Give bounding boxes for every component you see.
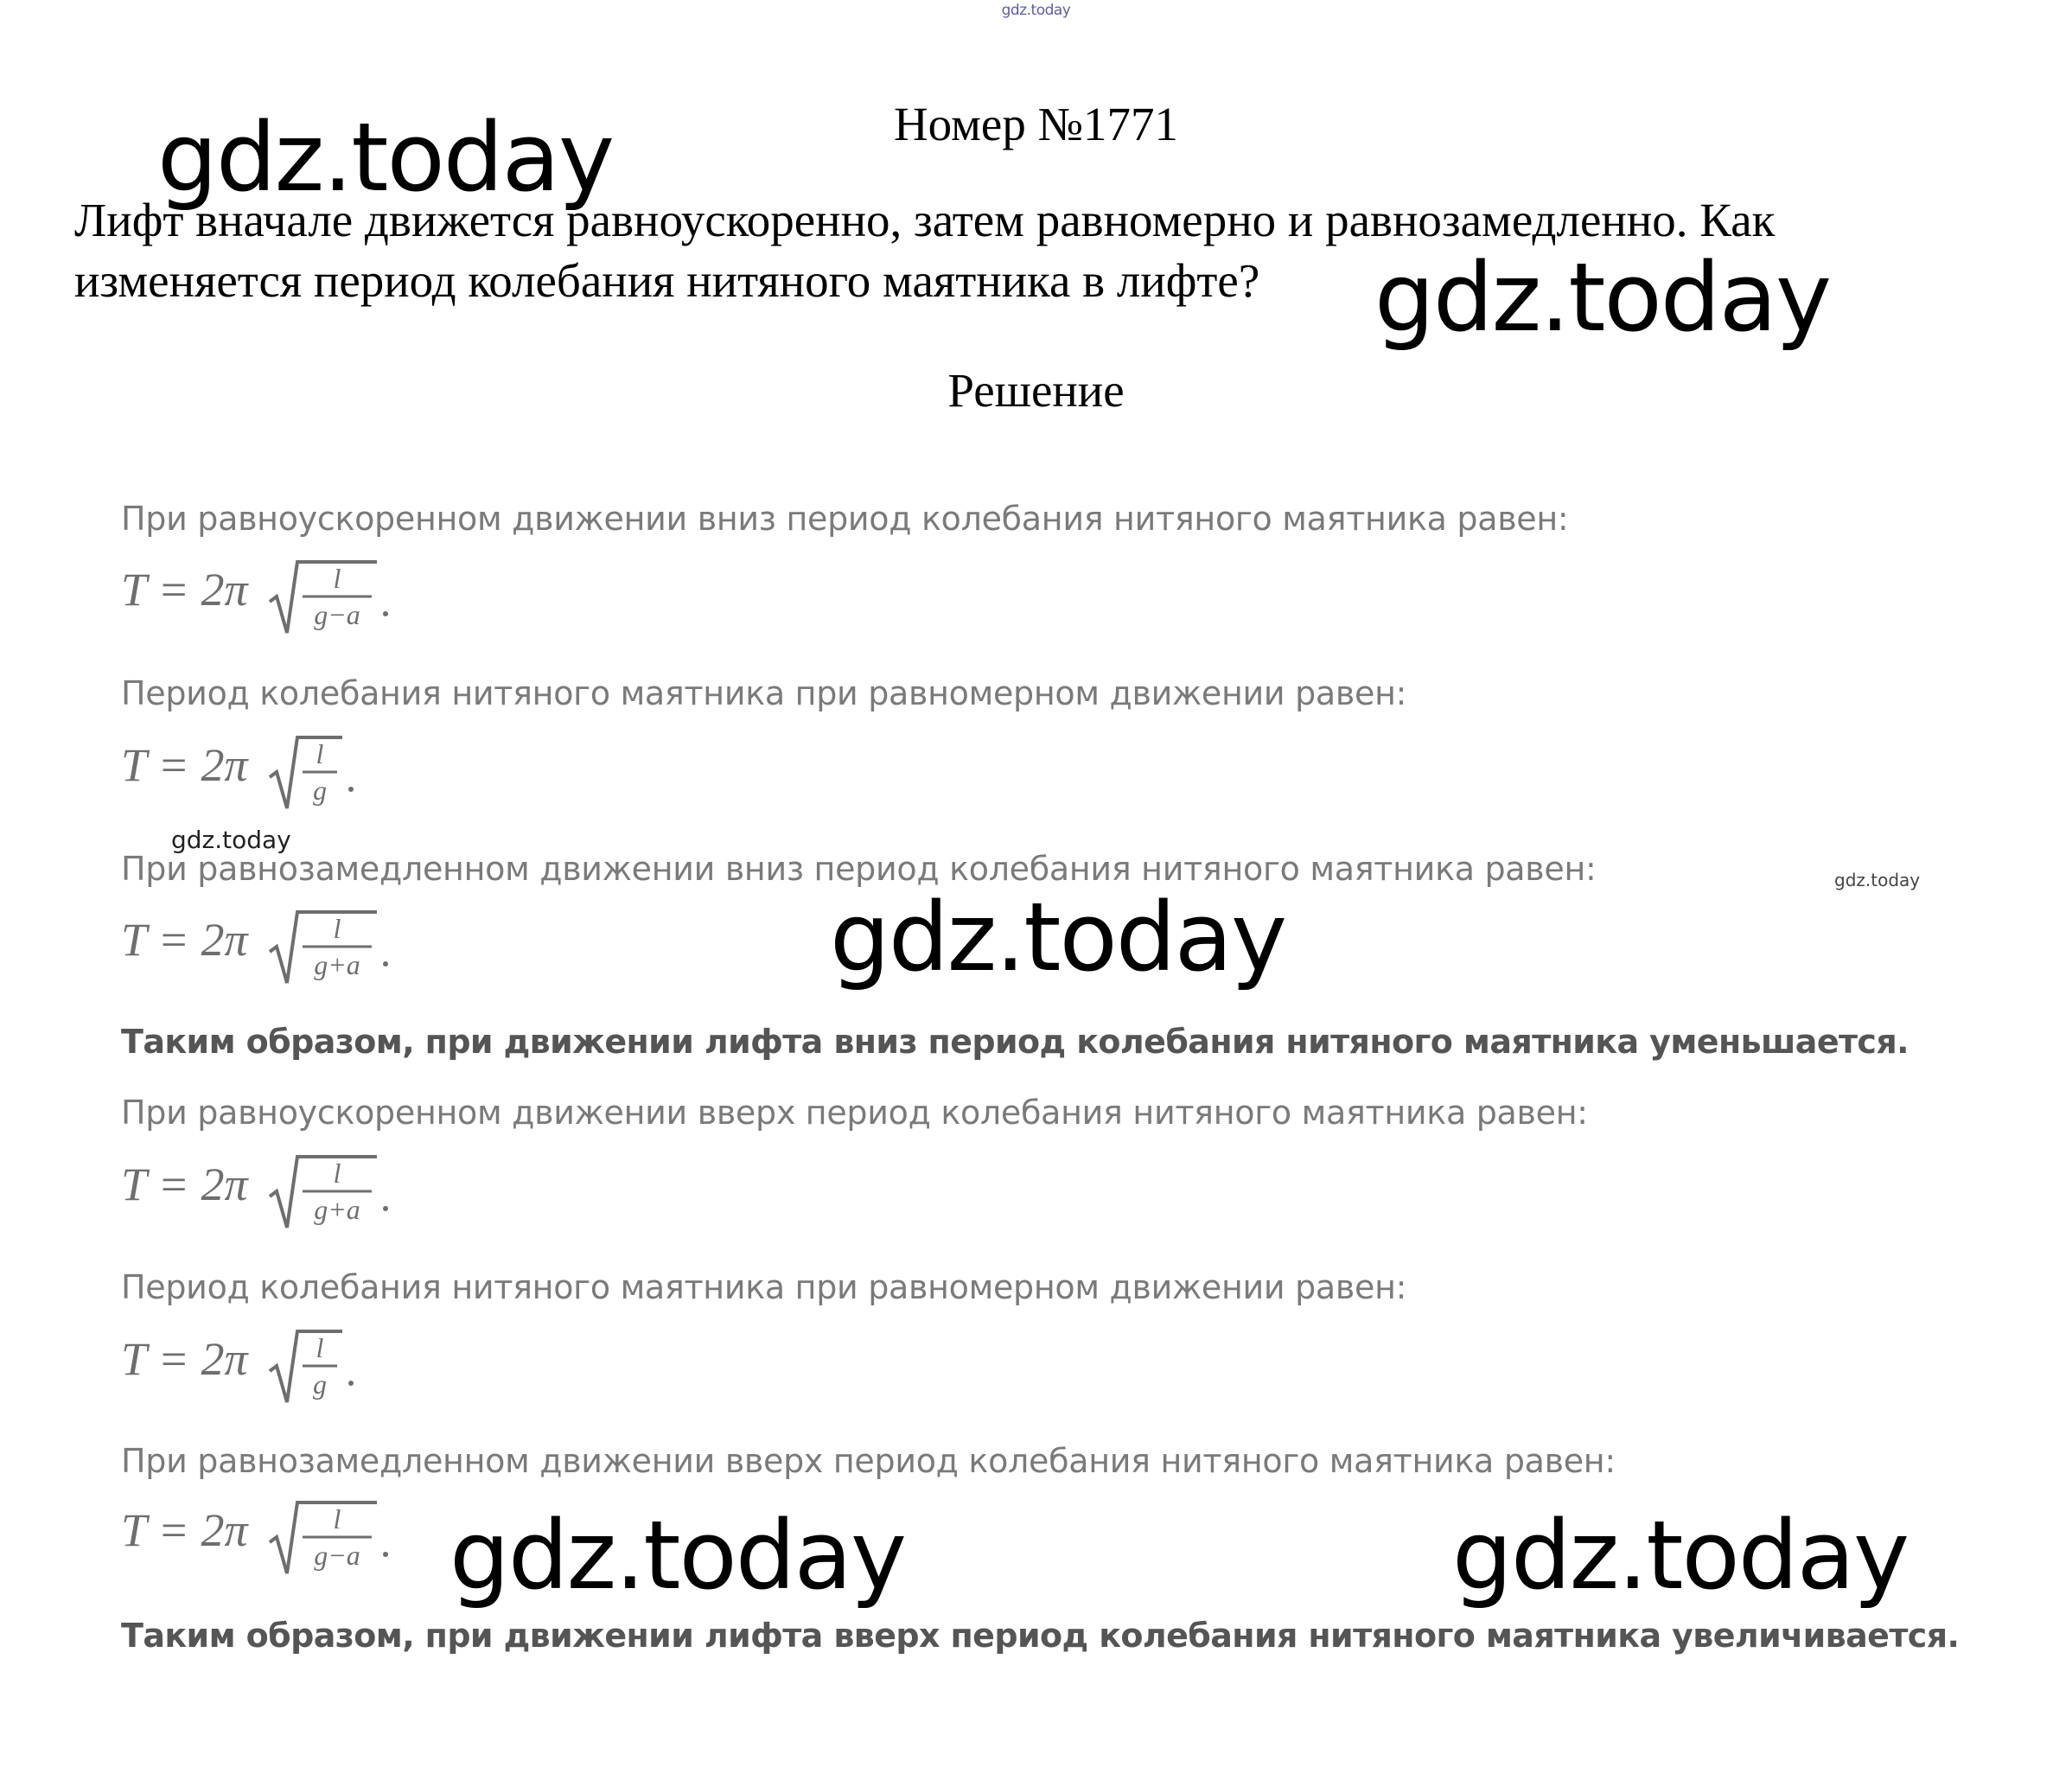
formula-lhs: T = 2π (121, 739, 248, 791)
formula-numerator: l (316, 738, 324, 769)
solution-paragraph-5: Период колебания нитяного маятника при равномерном движении равен: (121, 1268, 1407, 1306)
formula-svg (121, 729, 415, 815)
conclusion-down: Таким образом, при движении лифта вниз период колебания нитяного маятника уменьшается. (121, 1023, 1909, 1061)
watermark-2: gdz.today (1374, 242, 1831, 353)
formula-lhs: T = 2π (121, 914, 248, 966)
formula-denominator: g+a (314, 1194, 360, 1225)
page-title: Номер №1771 (893, 98, 1179, 150)
formula-up-decel (121, 1494, 415, 1580)
formula-uniform-2 (121, 1323, 415, 1409)
watermark-5: gdz.today (1452, 1500, 1909, 1611)
watermark-4: gdz.today (449, 1500, 906, 1611)
formula-numerator: l (316, 1332, 324, 1363)
formula-period-dot (383, 1206, 388, 1211)
formula-uniform-1 (121, 729, 415, 815)
formula-up-accel (121, 1148, 415, 1235)
formula-down-accel (121, 553, 415, 640)
formula-svg (121, 1494, 415, 1580)
formula-numerator: l (333, 1503, 341, 1534)
formula-numerator: l (333, 563, 341, 594)
formula-denominator: g (313, 775, 327, 806)
formula-period-dot (383, 961, 388, 967)
formula-numerator: l (333, 1158, 341, 1189)
formula-denominator: g−a (314, 1540, 360, 1571)
solution-paragraph-6: При равнозамедленном движении вверх период колебания нитяного маятника равен: (121, 1442, 1616, 1480)
watermark-3: gdz.today (830, 882, 1286, 992)
formula-denominator: g (313, 1368, 327, 1400)
formula-svg (121, 553, 415, 640)
formula-lhs: T = 2π (121, 1333, 248, 1385)
formula-period-dot (383, 611, 388, 616)
formula-lhs: T = 2π (121, 1158, 248, 1210)
formula-down-decel (121, 903, 415, 990)
problem-line-2: изменяется период колебания нитяного маятника в лифте? (74, 254, 1260, 307)
formula-denominator: g+a (314, 949, 360, 980)
formula-period-dot (383, 1552, 388, 1557)
formula-denominator: g−a (314, 599, 360, 630)
watermark-small: gdz.today (171, 826, 291, 854)
formula-numerator: l (333, 913, 341, 944)
formula-lhs: T = 2π (121, 564, 248, 616)
formula-svg (121, 903, 415, 990)
site-mark: gdz.today (1001, 2, 1071, 19)
solution-paragraph-4: При равноускоренном движении вверх период колебания нитяного маятника равен: (121, 1094, 1588, 1132)
conclusion-up: Таким образом, при движении лифта вверх период колебания нитяного маятника увеличивается. (121, 1617, 1960, 1655)
problem-line-1: Лифт вначале движется равноускоренно, затем равномерно и равнозамедленно. Как (74, 194, 1776, 246)
solution-paragraph-2: Период колебания нитяного маятника при равномерном движении равен: (121, 674, 1407, 712)
formula-lhs: T = 2π (121, 1504, 248, 1556)
watermark-tiny: gdz.today (1834, 870, 1921, 890)
solution-paragraph-3: При равнозамедленном движении вниз период колебания нитяного маятника равен: (121, 850, 1597, 888)
formula-svg (121, 1323, 415, 1409)
formula-svg (121, 1148, 415, 1235)
solution-title: Решение (947, 364, 1125, 417)
watermark-1: gdz.today (157, 102, 614, 213)
formula-period-dot (348, 1381, 354, 1386)
solution-paragraph-1: При равноускоренном движении вниз период колебания нитяного маятника равен: (121, 500, 1569, 538)
formula-period-dot (348, 787, 354, 792)
